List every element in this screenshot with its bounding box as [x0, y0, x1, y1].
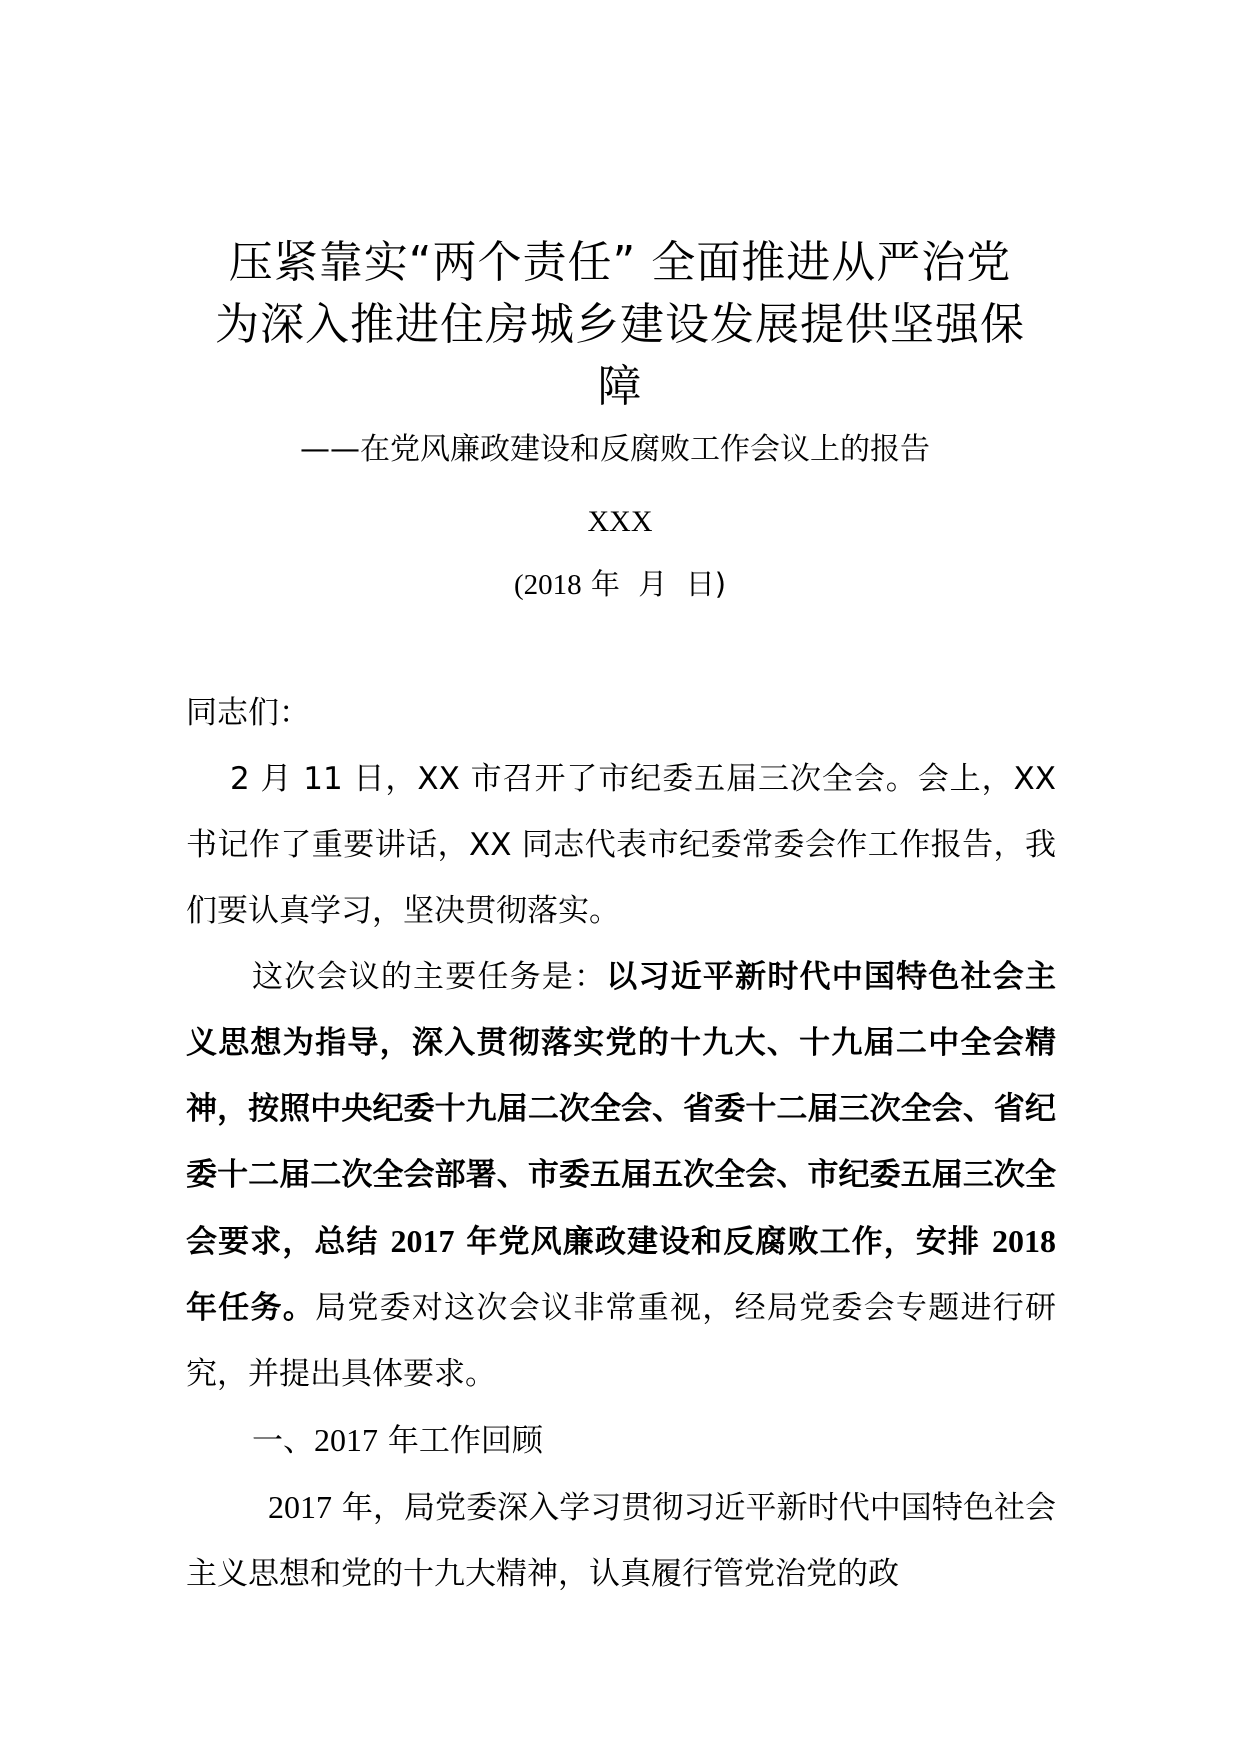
main-task-year-2018: 2018: [992, 1223, 1056, 1259]
title-line-3: 障: [597, 361, 643, 412]
section-heading-1-prefix: 一、: [252, 1423, 314, 1459]
main-task-bold-b: 年党风廉政建设和反腐败工作，安排: [454, 1224, 992, 1260]
review-year: 2017: [268, 1489, 332, 1525]
section-heading-1: [186, 1407, 1056, 1474]
date-open-paren: (: [513, 569, 524, 601]
main-task-year-2017: 2017: [390, 1223, 455, 1259]
section-heading-1-suffix: 年工作回顾: [378, 1423, 543, 1459]
paragraph-meeting-summary: [186, 746, 1056, 944]
date-year: 2018: [523, 569, 582, 601]
author-name: XXX: [587, 505, 653, 538]
salutation: 同志们：: [186, 695, 310, 731]
title-line-1: 压紧靠实“两个责任” 全面推进从严治党: [228, 237, 1012, 288]
date-rest: 年 月 日): [581, 567, 727, 601]
main-task-tail: 局党委对这次会议非常重视，经局党委会专题进行研究，并提出具体要求。: [186, 1290, 1056, 1392]
document-subtitle: ——在党风廉政建设和反腐败工作会议上的报告: [300, 432, 930, 467]
document-title: [150, 232, 1090, 418]
section-heading-1-year: 2017: [314, 1422, 378, 1458]
review-text: 年，局党委深入学习贯彻习近平新时代中国特色社会主义思想和党的十九大精神，认真履行管党治党的政: [186, 1490, 1056, 1592]
paragraph-main-task: [186, 944, 1056, 1407]
main-task-lead: 这次会议的主要任务是：: [252, 959, 607, 995]
main-task-bold-a: 以习近平新时代中国特色社会主义思想为指导，深入贯彻落实党的十九大、十九届二中全会精神，按照中央纪委十九届二次全会、省委十二届三次全会、省纪委十二届二次全会部署、市委五届五次全会、市纪委五届三次全会要求，总结: [186, 959, 1057, 1260]
document-body: [186, 680, 1056, 1607]
report-date: [0, 564, 1240, 605]
paragraph-meeting-summary-text: 2 月 11 日，XX 市召开了市纪委五届三次全会。会上，XX 书记作了重要讲话，XX 同志代表市纪委常委会作工作报告，我们要认真学习，坚决贯彻落实。: [186, 761, 1056, 929]
paragraph-2017-review: [186, 1474, 1056, 1607]
title-line-2: 为深入推进住房城乡建设发展提供坚强保: [215, 299, 1025, 350]
main-task-bold-c: 年任务。: [186, 1290, 316, 1326]
